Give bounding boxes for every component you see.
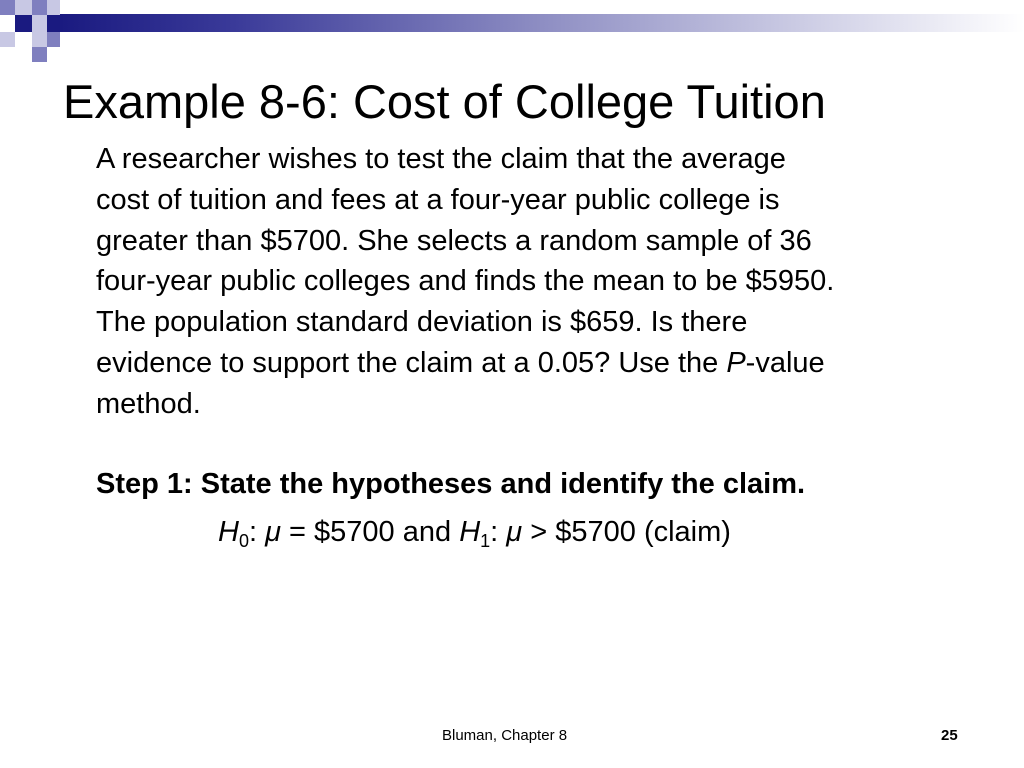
problem-line: The population standard deviation is $659. Is there (96, 306, 748, 339)
mu-symbol: μ (506, 516, 523, 548)
deco-square (32, 32, 47, 47)
slide-number: 25 (941, 727, 958, 744)
problem-line (96, 343, 996, 384)
deco-square (15, 0, 32, 15)
deco-square (15, 15, 32, 32)
deco-square (32, 0, 47, 15)
slide-title: Example 8-6: Cost of College Tuition (63, 75, 826, 128)
deco-square (47, 32, 60, 47)
colon: : (490, 516, 507, 548)
h1-subscript: 1 (480, 531, 491, 551)
problem-line: A researcher wishes to test the claim that the average (96, 143, 786, 175)
mu-symbol: μ (265, 516, 281, 548)
colon: : (248, 516, 266, 548)
problem-line: cost of tuition and fees at a four-year public college is (96, 183, 780, 216)
greater-than-sign: > (522, 516, 556, 548)
header-gradient-bar (60, 14, 1024, 32)
p-value-letter: P (726, 346, 746, 379)
h1-letter: H (459, 516, 481, 548)
hypothesis-value: $5700 and (314, 516, 460, 548)
deco-square (0, 0, 15, 15)
problem-line: method. (96, 387, 201, 420)
h0-letter: H (218, 516, 239, 548)
h0-subscript: 0 (238, 531, 249, 551)
problem-line: greater than $5700. She selects a random sample of 36 (96, 224, 812, 257)
deco-square (47, 15, 60, 32)
hypotheses (218, 512, 731, 552)
problem-statement (96, 139, 996, 425)
deco-square (32, 15, 47, 32)
equals-sign: = (280, 516, 315, 548)
deco-square (47, 0, 60, 15)
problem-line: four-year public colleges and finds the mean to be $5950. (96, 265, 835, 298)
slide-header-decoration (0, 0, 1024, 70)
problem-text: -value (745, 346, 825, 379)
deco-square (32, 47, 47, 62)
hypothesis-value: $5700 (claim) (555, 516, 731, 548)
step-heading: Step 1: State the hypotheses and identify the claim. (96, 468, 806, 500)
problem-text: evidence to support the claim at a 0.05? Use the (96, 346, 727, 379)
footer-source: Bluman, Chapter 8 (442, 727, 568, 744)
deco-square (0, 32, 15, 47)
